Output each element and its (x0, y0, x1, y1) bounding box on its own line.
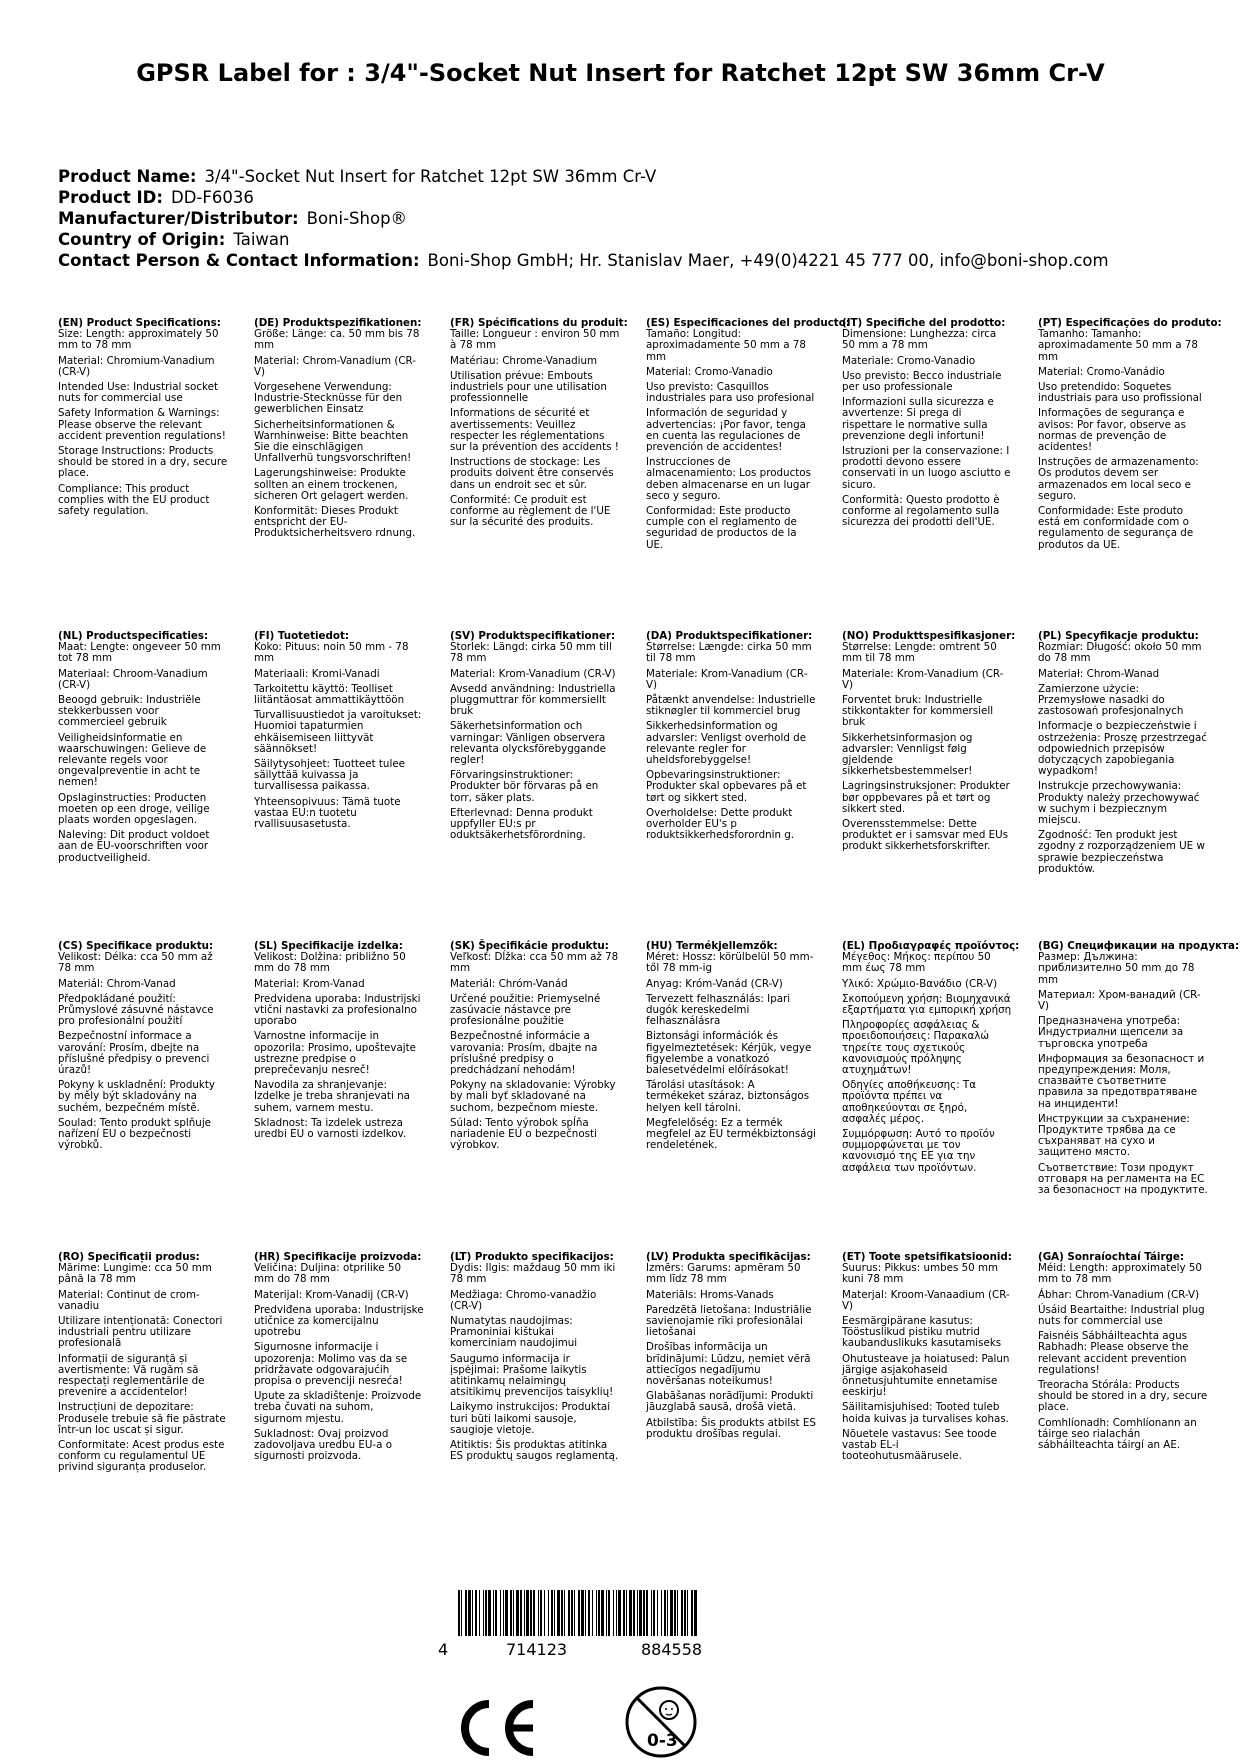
spec-safety: Biztonsági információk és figyelmeztetések: Kérjük, vegye figyelembe a vonatkozó balesetvédelmi előírásokat! (646, 1030, 812, 1077)
spec-compliance: Conformité: Ce produit est conforme au règlement de l'UE sur la sécurité des produits. (450, 493, 611, 529)
spec-size: Izmērs: Garums: apmēram 50 mm līdz 78 mm (646, 1262, 801, 1286)
spec-size: Tamaño: Longitud: aproximadamente 50 mm a 78 mm (646, 328, 806, 363)
manufacturer-value: Boni-Shop® (306, 209, 408, 228)
spec-block-sk (450, 941, 620, 1151)
spec-size: Størrelse: Lengde: omtrent 50 mm til 78 mm (842, 641, 997, 665)
not-for-children-0-3-icon (623, 1684, 699, 1760)
spec-block-bg (1038, 940, 1240, 1197)
spec-material: Anyag: Króm-Vanád (CR-V) (646, 977, 783, 990)
product-name-row (58, 166, 1188, 187)
spec-intended-use: Uso pretendido: Soquetes industriais para uso profissional (1038, 381, 1202, 405)
spec-heading: (NL) Productspecificaties: (58, 630, 209, 642)
spec-material: Material: Krom-Vanad (254, 977, 365, 990)
spec-heading: (SK) Špecifikácie produktu: (450, 940, 609, 952)
spec-material: Ábhar: Chrom-Vanadium (CR-V) (1038, 1288, 1200, 1301)
spec-heading: (ES) Especificaciones del producto: (646, 317, 850, 329)
spec-intended-use: Numatytas naudojimas: Pramoniniai kištukai komerciniam naudojimui (450, 1315, 578, 1350)
spec-block-da (646, 631, 816, 841)
spec-compliance: Conformidad: Este producto cumple con el reglamento de seguridad de productos de la UE. (646, 505, 797, 551)
spec-compliance: Soulad: Tento produkt splňuje nařízení EU o bezpečnosti výrobků. (58, 1116, 212, 1152)
spec-material: Material: Cromo-Vanádio (1038, 365, 1165, 378)
spec-compliance: Zgodność: Ten produkt jest zgodny z rozporządzeniem UE w sprawie bezpieczeństwa produktów. (1038, 829, 1205, 875)
spec-block-no (842, 630, 1016, 853)
spec-block-lt (450, 1252, 620, 1462)
spec-block-en (58, 318, 228, 517)
spec-block-it (842, 318, 1012, 528)
spec-heading: (RO) Specificații produs: (58, 1251, 200, 1263)
product-info (58, 166, 1188, 271)
spec-storage: Οδηγίες αποθήκευσης: Τα προϊόντα πρέπει να αποθηκεύονται σε ξηρό, ασφαλές μέρος. (842, 1079, 977, 1125)
spec-safety: Ohutusteave ja hoiatused: Palun järgige asjakohaseid õnnetusjuhtumite ennetamise eeskirju! (842, 1352, 1010, 1399)
spec-storage: Opbevaringsinstruktioner: Produkter skal opbevares på et tørt og sikkert sted. (646, 769, 807, 804)
spec-heading: (ET) Toote spetsifikatsioonid: (842, 1251, 1012, 1263)
spec-block-ga (1038, 1252, 1208, 1451)
spec-storage: Instrukcje przechowywania: Produkty należy przechowywać w suchym i bezpiecznym miejscu. (1038, 780, 1200, 827)
spec-heading: (NO) Produkttspesifikasjoner: (842, 630, 1016, 642)
spec-heading: (BG) Спецификации на продукта: (1038, 940, 1240, 952)
spec-compliance: Conformidade: Este produto está em conformidade com o regulamento de segurança de produtos da UE. (1038, 505, 1194, 551)
product-name-value: 3/4"-Socket Nut Insert for Ratchet 12pt SW 36mm Cr-V (204, 167, 657, 186)
product-id-value: DD-F6036 (170, 188, 254, 207)
spec-size: Méret: Hossz: körülbelül 50 mm-től 78 mm-ig (646, 951, 814, 975)
spec-compliance: Naleving: Dit product voldoet aan de EU-voorschriften voor productveiligheid. (58, 829, 210, 864)
country-row (58, 229, 1188, 250)
spec-intended-use: Forventet bruk: Industrielle stikkontakter for kommersiell bruk (842, 694, 994, 729)
spec-material: Matériau: Chrome-Vanadium (450, 354, 598, 367)
spec-size: Size: Length: approximately 50 mm to 78 mm (58, 328, 219, 352)
spec-storage: Upute za skladištenje: Proizvode treba čuvati na suhom, sigurnom mjestu. (254, 1390, 422, 1425)
spec-material: Υλικό: Χρώμιο-Βανάδιο (CR-V) (842, 977, 998, 990)
spec-storage: Pokyny na skladovanie: Výrobky by mali byť skladované na suchom, bezpečnom mieste. (450, 1079, 616, 1114)
spec-intended-use: Úsáid Beartaithe: Industrial plug nuts for commercial use (1038, 1303, 1205, 1328)
spec-safety: Informazioni sulla sicurezza e avvertenze: Si prega di rispettare le normative sulla prevenzione degli infortuni! (842, 396, 994, 442)
spec-intended-use: Eesmärgipärane kasutus: Tööstuslikud pistiku mutrid kaubanduslikuks kasutamiseks (842, 1315, 1002, 1350)
spec-storage: Istruzioni per la conservazione: I prodotti devono essere conservati in un luogo asciutto e sicuro. (842, 445, 1011, 491)
spec-compliance: Nõuetele vastavus: See toode vastab EL-i tooteohutusmäärusele. (842, 1427, 997, 1463)
spec-safety: Varnostne informacije in opozorila: Prosimo, upoštevajte ustrezne predpise o preprečevanju nesreč! (254, 1030, 417, 1077)
spec-size: Mărime: Lungime: cca 50 mm până la 78 mm (58, 1262, 212, 1286)
contact-row (58, 250, 1188, 271)
spec-heading: (SV) Produktspecifikationer: (450, 630, 616, 642)
spec-compliance: Συμμόρφωση: Αυτό το προϊόν συμμορφώνεται με τον κανονισμό της ΕΕ για την ασφάλεια των προϊόντων. (842, 1128, 995, 1174)
spec-intended-use: Uso previsto: Casquillos industriales para uso profesional (646, 381, 815, 405)
spec-safety: Bezpečnostní informace a varování: Prosím, dbejte na příslušné předpisy o prevenci úrazů! (58, 1030, 210, 1077)
spec-compliance: Съответствие: Този продукт отговаря на регламента на ЕС за безопасност на продуктите. (1038, 1161, 1208, 1197)
spec-intended-use: Utilisation prévue: Embouts industriels pour une utilisation professionnelle (450, 369, 607, 405)
spec-storage: Navodila za shranjevanje: Izdelke je treba shranjevati na suhem, varnem mestu. (254, 1079, 410, 1114)
spec-storage: Инструкции за съхранение: Продуктите трябва да се съхраняват на сухо и защитено място. (1038, 1112, 1190, 1159)
spec-safety: Bezpečnostné informácie a varovania: Prosím, dbajte na príslušné predpisy o predchádzaní nehodám! (450, 1030, 598, 1077)
spec-storage: Opslaginstructies: Producten moeten op een droge, veilige plaats worden opgeslagen. (58, 791, 210, 827)
spec-material: Materiál: Chróm-Vanád (450, 977, 568, 990)
spec-block-cs (58, 941, 228, 1151)
spec-safety: Informații de siguranță și avertismente: Vă rugăm să respectați reglementările de prevenire a accidentelor! (58, 1352, 205, 1399)
spec-compliance: Skladnost: Ta izdelek ustreza uredbi EU o varnosti izdelkov. (254, 1116, 407, 1141)
spec-compliance: Compliance: This product complies with the EU product safety regulation. (58, 482, 210, 518)
spec-block-sv (450, 631, 620, 841)
spec-safety: Informações de segurança e avisos: Por favor, observe as normas de prevenção de acidentes! (1038, 407, 1186, 454)
spec-compliance: Konformität: Dieses Produkt entspricht der EU-Produktsicherheitsvero rdnung. (254, 505, 416, 540)
page-title: GPSR Label for : 3/4"-Socket Nut Insert for Ratchet 12pt SW 36mm Cr-V (136, 59, 1105, 87)
spec-storage: Säilitamisjuhised: Tooted tuleb hoida kuivas ja turvalises kohas. (842, 1401, 1009, 1425)
spec-material: Materjal: Kroom-Vanaadium (CR-V) (842, 1288, 1010, 1312)
spec-storage: Glabāšanas norādījumi: Produkti jāuzglabā sausā, drošā vietā. (646, 1390, 814, 1414)
spec-safety: Sigurnosne informacije i upozorenja: Molimo vas da se pridržavate odgovarajućih propisa o prevenciji nesreća! (254, 1341, 408, 1388)
spec-block-lv (646, 1252, 816, 1440)
spec-block-pl (1038, 631, 1208, 875)
spec-block-ro (58, 1252, 228, 1474)
spec-compliance: Efterlevnad: Denna produkt uppfyller EU:s pr oduktsäkerhetsförordning. (450, 806, 593, 842)
spec-heading: (FR) Spécifications du produit: (450, 317, 628, 329)
spec-size: Dimensione: Lunghezza: circa 50 mm a 78 mm (842, 328, 997, 352)
manufacturer-row (58, 208, 1188, 229)
spec-safety: Drošības informācija un brīdinājumi: Lūdzu, ņemiet vērā attiecīgos negadījumu novēršanas noteikumus! (646, 1341, 811, 1388)
spec-safety: Faisnéis Sábháilteachta agus Rabhadh: Please observe the relevant accident prevention regulations! (1038, 1330, 1189, 1376)
spec-heading: (FI) Tuotetiedot: (254, 630, 349, 642)
spec-compliance: Megfelelőség: Ez a termék megfelel az EU termékbiztonsági rendeletének. (646, 1116, 816, 1152)
spec-block-sl (254, 941, 424, 1140)
spec-size: Μέγεθος: Μήκος: περίπου 50 mm έως 78 mm (842, 951, 991, 975)
spec-intended-use: Uso previsto: Becco industriale per uso professionale (842, 369, 1002, 394)
spec-storage: Lagerungshinweise: Produkte sollten an einem trockenen, sicheren Ort gelagert werden. (254, 467, 409, 502)
spec-storage: Lagringsinstruksjoner: Produkter bør oppbevares på et tørt og sikkert sted. (842, 780, 1010, 815)
spec-heading: (IT) Specifiche del prodotto: (842, 317, 1006, 329)
spec-compliance: Comhlíonadh: Comhlíonann an táirge seo rialachán sábháilteachta táirgí an AE. (1038, 1416, 1197, 1452)
spec-size: Rozmiar: Długość: około 50 mm do 78 mm (1038, 641, 1202, 665)
spec-storage: Säilytysohjeet: Tuotteet tulee säilyttää kuivassa ja turvallisessa paikassa. (254, 758, 405, 793)
country-value: Taiwan (233, 230, 290, 249)
spec-material: Material: Krom-Vanadium (CR-V) (450, 667, 616, 680)
spec-storage: Instruções de armazenamento: Os produtos devem ser armazenados em local seco e seguro. (1038, 456, 1199, 502)
manufacturer-label: Manufacturer/Distributor: (58, 209, 299, 228)
ce-mark-icon (453, 1698, 539, 1758)
spec-intended-use: Zamierzone użycie: Przemysłowe nasadki do zastosowań profesjonalnych (1038, 682, 1184, 718)
spec-size: Koko: Pituus: noin 50 mm - 78 mm (254, 641, 409, 665)
spec-compliance: Overholdelse: Dette produkt overholder EU's p roduktsikkerhedsforordnin g. (646, 806, 795, 842)
spec-storage: Förvaringsinstruktioner: Produkter bör förvaras på en torr, säker plats. (450, 769, 599, 804)
spec-compliance: Conformità: Questo prodotto è conforme al regolamento sulla sicurezza dei prodotti dell'UE. (842, 493, 1000, 529)
spec-storage: Instructions de stockage: Les produits doivent être conservés dans un endroit sec et sûr. (450, 456, 614, 491)
spec-heading: (LV) Produkta specifikācijas: (646, 1251, 811, 1263)
spec-safety: Información de seguridad y advertencias: ¡Por favor, tenga en cuenta las regulaciones de prevención de accidentes! (646, 407, 806, 454)
spec-heading: (GA) Sonraíochtaí Táirge: (1038, 1251, 1185, 1263)
spec-block-et (842, 1252, 1012, 1462)
spec-material: Materiaali: Kromi-Vanadi (254, 667, 380, 680)
spec-size: Méid: Length: approximately 50 mm to 78 mm (1038, 1262, 1202, 1286)
spec-compliance: Conformitate: Acest produs este conform cu regulamentul UE privind siguranța produselor. (58, 1439, 225, 1474)
spec-safety: Säkerhetsinformation och varningar: Vänligen observera relevanta olycksförebyggande regler! (450, 720, 607, 767)
product-id-row (58, 187, 1188, 208)
spec-intended-use: Tervezett felhasználás: Ipari dugók kereskedelmi felhasználásra (646, 992, 791, 1028)
product-name-label: Product Name: (58, 167, 197, 186)
spec-material: Material: Chromium-Vanadium (CR-V) (58, 354, 215, 378)
spec-size: Größe: Länge: ca. 50 mm bis 78 mm (254, 328, 420, 352)
spec-intended-use: Предназначена употреба: Индустриални щепсели за търговска употреба (1038, 1015, 1184, 1050)
spec-intended-use: Påtænkt anvendelse: Industrielle stiknøgler til kommerciel brug (646, 694, 816, 718)
barcode-first-digit: 4 (438, 1640, 449, 1659)
spec-size: Dydis: Ilgis: maždaug 50 mm iki 78 mm (450, 1262, 616, 1286)
spec-material: Materiał: Chrom-Wanad (1038, 667, 1160, 680)
spec-size: Tamanho: Tamanho: aproximadamente 50 mm a 78 mm (1038, 328, 1198, 363)
spec-compliance: Overensstemmelse: Dette produktet er i samsvar med EUs produkt sikkerhetsforskrifter. (842, 818, 1009, 853)
spec-compliance: Atbilstība: Šis produkts atbilst ES produktu drošības regulai. (646, 1416, 816, 1440)
spec-heading: (DE) Produktspezifikationen: (254, 317, 422, 329)
spec-block-de (254, 318, 424, 540)
contact-value: Boni-Shop GmbH; Hr. Stanislav Maer, +49(0)4221 45 777 00, info@boni-shop.com (427, 251, 1109, 270)
spec-compliance: Atitiktis: Šis produktas atitinka ES produktų saugos reglamentą. (450, 1439, 619, 1463)
spec-intended-use: Tarkoitettu käyttö: Teolliset liitäntäosat ammattikäyttöön (254, 682, 405, 707)
spec-intended-use: Σκοπούμενη χρήση: Βιομηχανικά εξαρτήματα για εμπορική χρήση (842, 992, 1012, 1017)
spec-safety: Informations de sécurité et avertissements: Veuillez respecter les réglementations sur la prévention des accidents ! (450, 407, 619, 454)
spec-heading: (SL) Specifikacije izdelka: (254, 940, 403, 952)
spec-heading: (PL) Specyfikacje produktu: (1038, 630, 1199, 642)
contact-label: Contact Person & Contact Information: (58, 251, 420, 270)
spec-safety: Turvallisuustiedot ja varoitukset: Huomioi tapaturmien ehkäisemiseen liittyvät säännökset! (254, 709, 422, 755)
spec-block-el (842, 940, 1020, 1174)
spec-block-fr (450, 317, 628, 529)
spec-block-hu (646, 941, 816, 1151)
spec-material: Materiaal: Chroom-Vanadium (CR-V) (58, 667, 208, 691)
spec-safety: Sicherheitsinformationen & Warnhinweise: Bitte beachten Sie die einschlägigen Unfallverhü tungsvorschriften! (254, 418, 412, 465)
spec-material: Material: Continut de crom-vanadiu (58, 1288, 200, 1312)
spec-size: Taille: Longueur : environ 50 mm à 78 mm (450, 328, 620, 352)
spec-material: Materiale: Cromo-Vanadio (842, 354, 976, 367)
product-id-label: Product ID: (58, 188, 163, 207)
spec-block-es (646, 317, 850, 551)
spec-size: Suurus: Pikkus: umbes 50 mm kuni 78 mm (842, 1262, 999, 1286)
spec-material: Материал: Хром-ванадий (CR-V) (1038, 988, 1201, 1013)
barcode (430, 1590, 730, 1659)
spec-size: Veľkosť: Dĺžka: cca 50 mm až 78 mm (450, 951, 619, 975)
spec-heading: (PT) Especificações do produto: (1038, 317, 1222, 329)
spec-safety: Informacje o bezpieczeństwie i ostrzeżenia: Proszę przestrzegać odpowiednich przepisów dotyczących zapobiegania wypadkom! (1038, 720, 1207, 778)
spec-safety: Информация за безопасност и предупреждения: Моля, спазвайте съответните правила за предотвратяване на инциденти! (1038, 1052, 1205, 1110)
spec-block-fi (254, 631, 424, 830)
country-label: Country of Origin: (58, 230, 226, 249)
spec-size: Velikost: Dolžina: približno 50 mm do 78 mm (254, 951, 406, 975)
barcode-group-1: 714123 (506, 1640, 568, 1659)
spec-block-pt (1038, 317, 1222, 551)
age-label: 0-3 (647, 1731, 678, 1751)
spec-size: Veličina: Duljina: otprilike 50 mm do 78 mm (254, 1262, 402, 1286)
spec-block-nl (58, 631, 228, 864)
barcode-bars-icon (430, 1590, 730, 1640)
spec-storage: Instrucciones de almacenamiento: Los productos deben almacenarse en un lugar seco y seguro. (646, 456, 811, 502)
spec-intended-use: Intended Use: Industrial socket nuts for commercial use (58, 381, 218, 405)
spec-safety: Πληροφορίες ασφάλειας & προειδοποιήσεις: Παρακαλώ τηρείτε τους σχετικούς κανονισμούς πρόληψης ατυχημάτων! (842, 1019, 989, 1077)
spec-storage: Storage Instructions: Products should be stored in a dry, secure place. (58, 445, 228, 480)
spec-material: Medžiaga: Chromo-vanadžio (CR-V) (450, 1288, 597, 1312)
spec-material: Material: Chrom-Vanadium (CR-V) (254, 354, 417, 378)
spec-heading: (HR) Specifikacije proizvoda: (254, 1251, 422, 1263)
spec-safety: Sikkerhedsinformation og advarsler: Venligst overhold de relevante regler for uheldsforebyggelse! (646, 720, 807, 767)
barcode-group-2: 884558 (641, 1640, 703, 1659)
spec-material: Materijal: Krom-Vanadij (CR-V) (254, 1288, 409, 1301)
spec-intended-use: Predvidena uporaba: Industrijski vtični nastavki za profesionalno uporabo (254, 992, 421, 1028)
spec-compliance: Súlad: Tento výrobok spĺňa nariadenie EÚ o bezpečnosti výrobkov. (450, 1116, 597, 1152)
spec-intended-use: Beoogd gebruik: Industriële stekkerbussen voor commercieel gebruik (58, 694, 201, 729)
spec-size: Размер: Дължина: приблизително 50 mm до 78 mm (1038, 951, 1195, 986)
spec-intended-use: Vorgesehene Verwendung: Industrie-Stecknüsse für den gewerblichen Einsatz (254, 381, 403, 416)
spec-material: Materiāls: Hroms-Vanads (646, 1288, 774, 1301)
spec-size: Størrelse: Længde: cirka 50 mm til 78 mm (646, 641, 812, 665)
spec-intended-use: Utilizare intenționată: Conectori industriali pentru utilizare profesională (58, 1315, 223, 1350)
spec-intended-use: Paredzētā lietošana: Industriālie savienojamie rīki profesionālai lietošanai (646, 1303, 812, 1339)
spec-heading: (HU) Termékjellemzők: (646, 940, 778, 952)
spec-safety: Saugumo informacija ir įspėjimai: Prašome laikytis atitinkamų nelaimingų atsitikimų prevencijos taisyklių! (450, 1352, 614, 1399)
spec-intended-use: Určené použitie: Priemyselné zasúvacie nástavce pre profesionálne použitie (450, 992, 601, 1028)
spec-material: Materiale: Krom-Vanadium (CR-V) (646, 667, 808, 691)
spec-heading: (EN) Product Specifications: (58, 317, 221, 329)
spec-compliance: Sukladnost: Ovaj proizvod zadovoljava uredbu EU-a o sigurnosti proizvoda. (254, 1427, 393, 1463)
spec-intended-use: Predviđena uporaba: Industrijske utičnice za komercijalnu upotrebu (254, 1303, 424, 1339)
spec-storage: Laikymo instrukcijos: Produktai turi būti laikomi sausoje, saugioje vietoje. (450, 1401, 611, 1436)
spec-block-hr (254, 1252, 424, 1462)
spec-storage: Instrucțiuni de depozitare: Produsele trebuie să fie păstrate într-un loc uscat și sigur. (58, 1401, 226, 1436)
spec-safety: Sikkerhetsinformasjon og advarsler: Vennligst følg gjeldende sikkerhetsbestemmelser! (842, 731, 973, 778)
spec-material: Materiál: Chrom-Vanad (58, 977, 176, 990)
spec-heading: (CS) Specifikace produktu: (58, 940, 214, 952)
spec-heading: (DA) Produktspecifikationer: (646, 630, 813, 642)
spec-safety: Veiligheidsinformatie en waarschuwingen: Gelieve de relevante regels voor ongevalpreventie in acht te nemen! (58, 731, 207, 789)
spec-heading: (LT) Produkto specifikacijos: (450, 1251, 614, 1263)
spec-size: Velikost: Délka: cca 50 mm až 78 mm (58, 951, 213, 975)
spec-storage: Pokyny k uskladnění: Produkty by měly být skladovány na suchém, bezpečném místě. (58, 1079, 216, 1114)
spec-intended-use: Avsedd användning: Industriella pluggmuttrar för kommersiellt bruk (450, 682, 616, 718)
spec-heading: (EL) Προδιαγραφές προϊόντος: (842, 940, 1020, 952)
spec-intended-use: Předpokládané použití: Průmyslové zásuvné nástavce pro profesionální použití (58, 992, 214, 1028)
spec-material: Material: Cromo-Vanadio (646, 365, 773, 378)
spec-storage: Treoracha Stórála: Products should be stored in a dry, secure place. (1038, 1379, 1208, 1414)
spec-compliance: Yhteensopivuus: Tämä tuote vastaa EU:n tuotetu rvallisuusasetusta. (254, 795, 401, 831)
spec-size: Maat: Lengte: ongeveer 50 mm tot 78 mm (58, 641, 221, 665)
spec-material: Materiale: Krom-Vanadium (CR-V) (842, 667, 1004, 691)
spec-safety: Safety Information & Warnings: Please observe the relevant accident prevention regulations! (58, 407, 226, 442)
spec-storage: Tárolási utasítások: A termékeket száraz, biztonságos helyen kell tárolni. (646, 1079, 810, 1114)
spec-size: Storlek: Längd: cirka 50 mm till 78 mm (450, 641, 612, 665)
